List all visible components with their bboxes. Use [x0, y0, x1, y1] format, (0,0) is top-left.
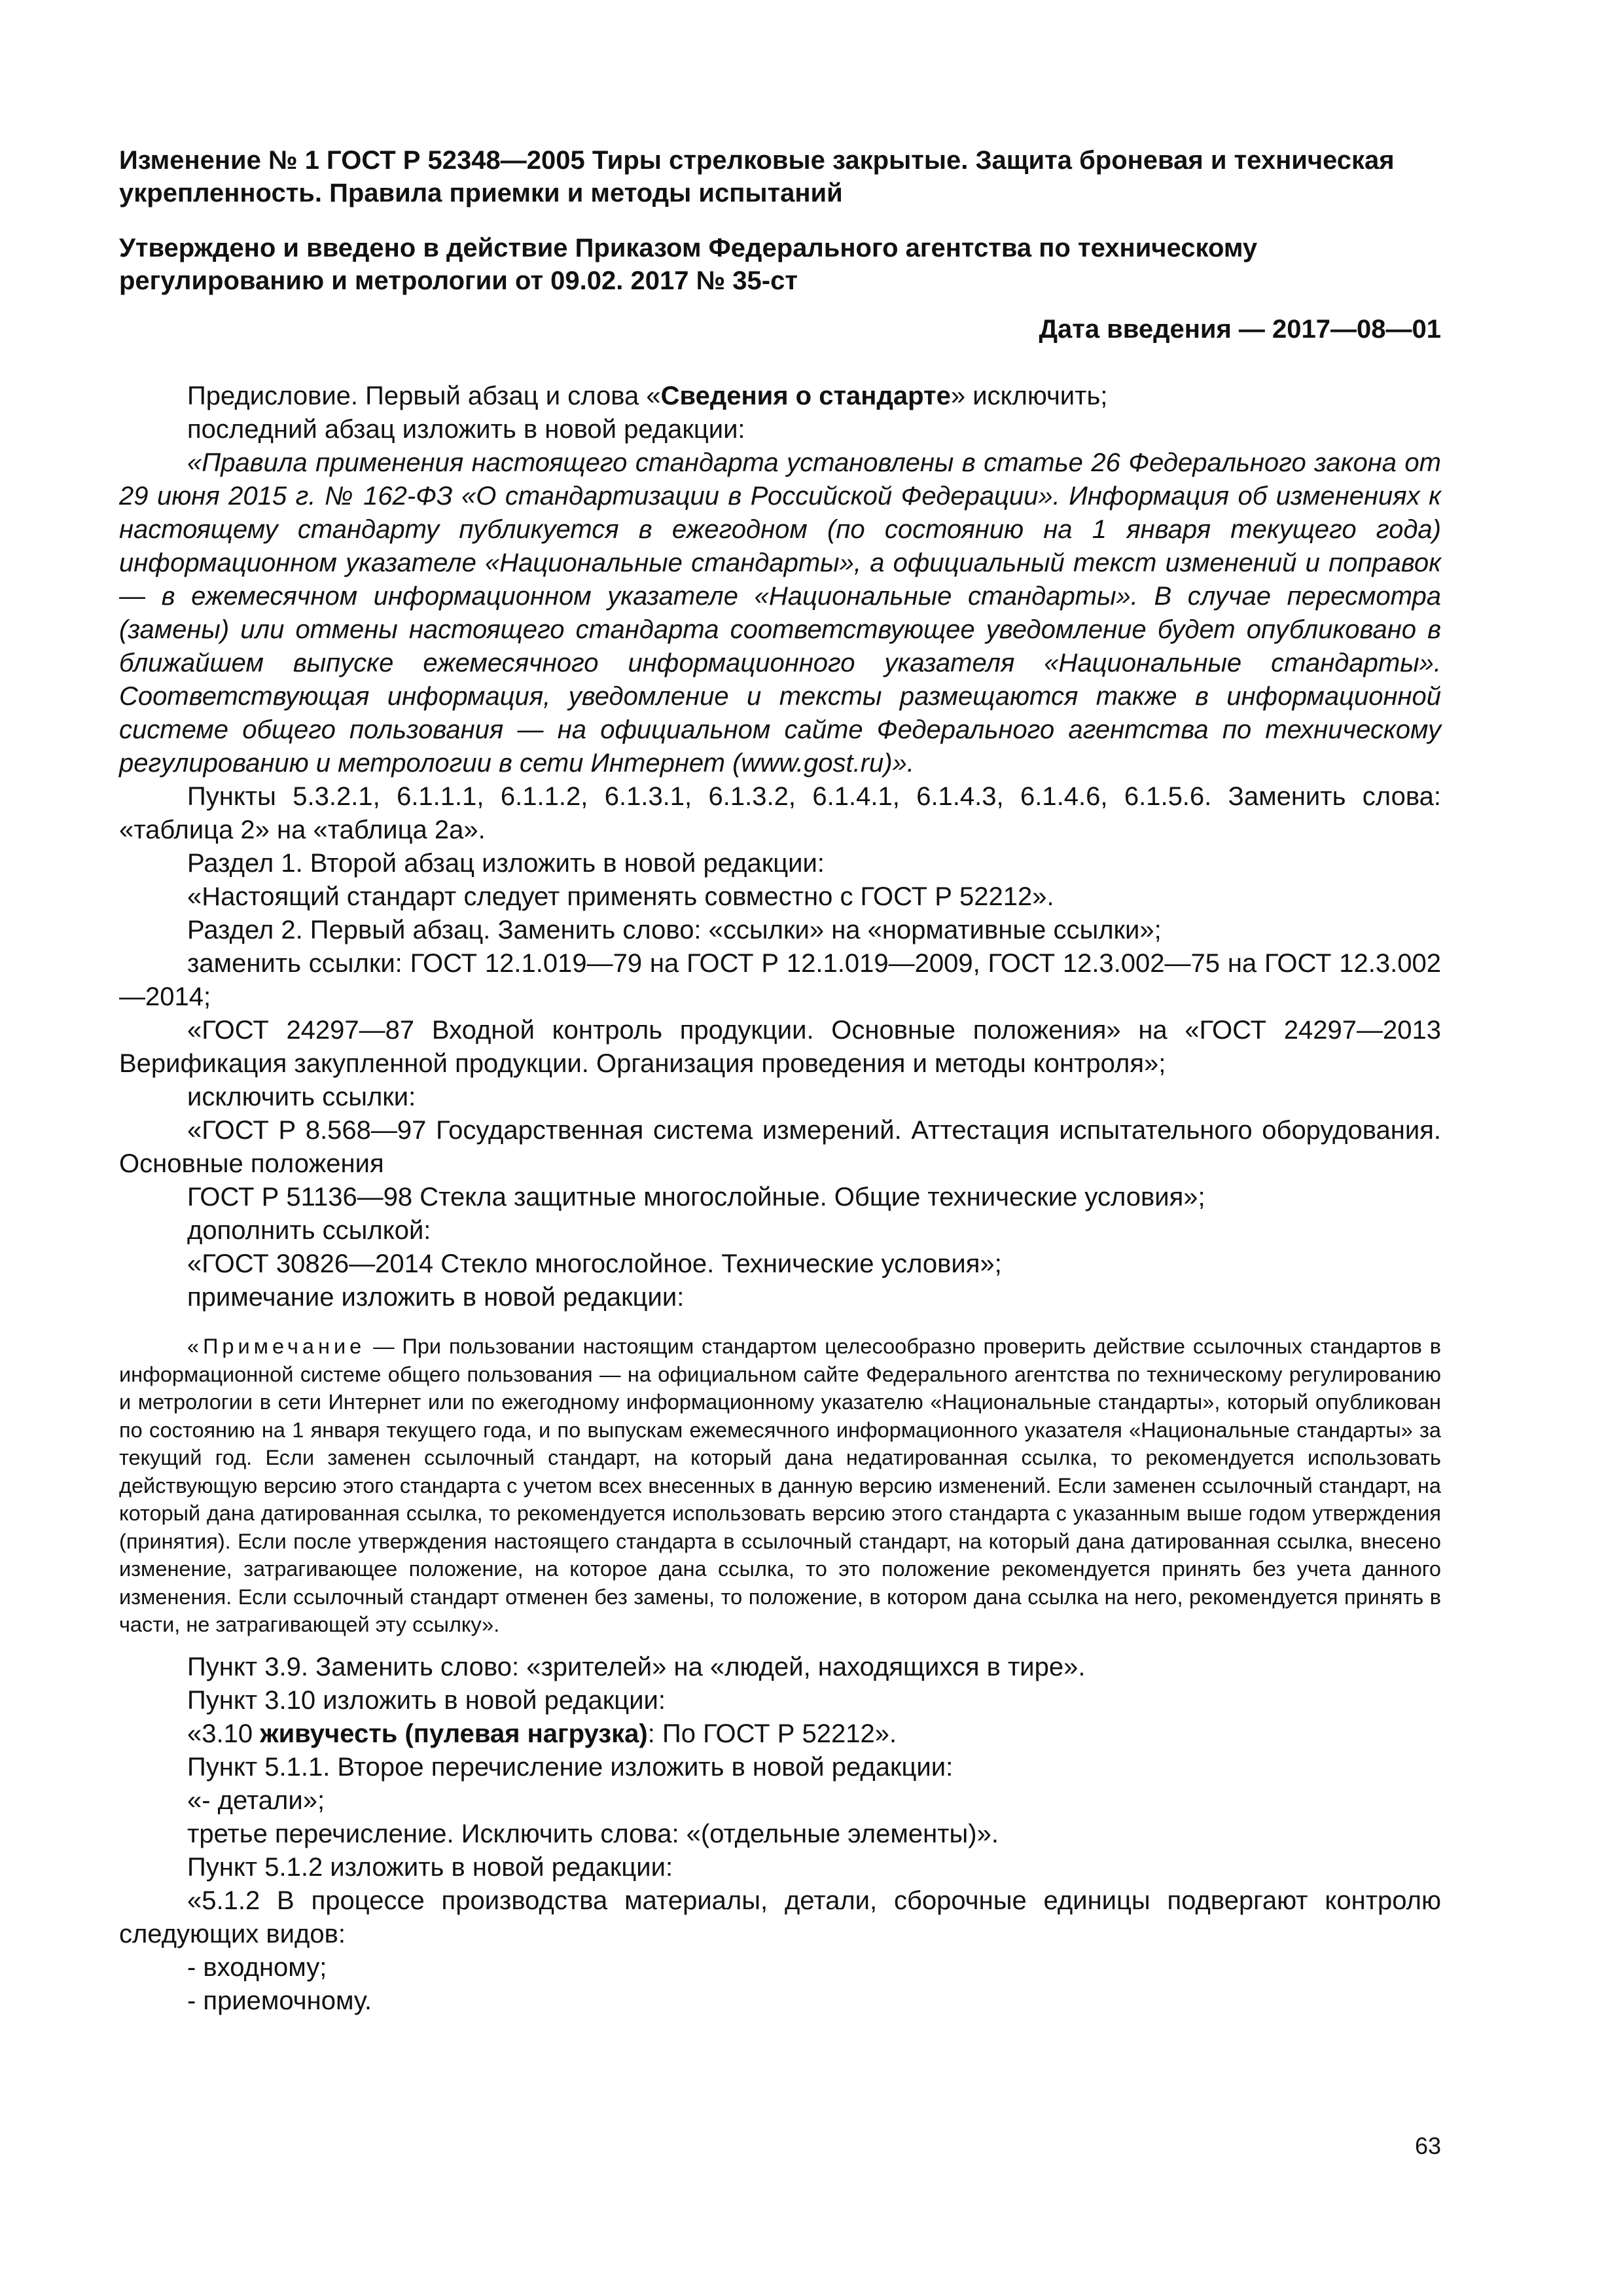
paragraph: Пункты 5.3.2.1, 6.1.1.1, 6.1.1.2, 6.1.3.1, 6.1.3.2, 6.1.4.1, 6.1.4.3, 6.1.4.6, 6.1.5.6. Заменить слова: «таблица 2» на «таблица 2а». — [119, 782, 1441, 844]
paragraph: заменить ссылки: ГОСТ 12.1.019—79 на ГОСТ Р 12.1.019—2009, ГОСТ 12.3.002—75 на ГОСТ 12.3.002—2014; — [119, 949, 1441, 1011]
paragraph — [119, 380, 1441, 413]
paragraph: Раздел 1. Второй абзац изложить в новой редакции: — [187, 849, 825, 878]
bold-term: живучесть (пулевая нагрузка) — [260, 1719, 648, 1748]
paragraph: Пункт 3.9. Заменить слово: «зрителей» на «людей, находящихся в тире». — [187, 1652, 1086, 1681]
paragraph: «Настоящий стандарт следует применять совместно с ГОСТ Р 52212». — [187, 882, 1054, 911]
text-run: Предисловие. Первый абзац и слова « — [187, 382, 661, 410]
effective-date: Дата введения — 2017—08—01 — [1039, 315, 1441, 344]
paragraph: третье перечисление. Исключить слова: «(отдельные элементы)». — [187, 1819, 999, 1848]
note-label: «Примечание — [187, 1335, 366, 1358]
paragraph: «- детали»; — [187, 1785, 325, 1815]
paragraph: Пункт 5.1.2 изложить в новой редакции: — [187, 1852, 673, 1882]
paragraph: «ГОСТ 30826—2014 Стекло многослойное. Технические условия»; — [187, 1249, 1002, 1278]
page-number: 63 — [1414, 2132, 1441, 2159]
paragraph: «ГОСТ Р 8.568—97 Государственная система измерений. Аттестация испытательного оборудования. Основные положения — [119, 1116, 1441, 1178]
note-text: — При пользовании настоящим стандартом целесообразно проверить действие ссылочных стандартов в информационной системе общего пользования — на официальном сайте Федерального агентства по техническому регулированию и метрологии в сети Интернет или по ежегодному информационному указателю «Национальные стандарты», который опубликован по состоянию на 1 января текущего года, и по выпускам ежемесячного информационного указателя «Национальные стандарты» за текущий год. Если заменен ссылочный стандарт, на который дана недатированная ссылка, то рекомендуется использовать действующую версию этого стандарта с учетом всех внесенных в данную версию изменений. Если заменен ссылочный стандарт, на который дана датированная ссылка, то рекомендуется использовать версию этого стандарта с указанным выше годом утверждения (принятия). Если после утверждения настоящего стандарта в ссылочный стандарт, на который дана датированная ссылка, внесено изменение, затрагивающее положение, на которое дана ссылка, то это положение рекомендуется принять без учета данного изменения. Если ссылочный стандарт отменен без замены, то положение, в котором дана ссылка на него, рекомендуется принять в части, не затрагивающей эту ссылку». — [119, 1335, 1441, 1636]
paragraph — [119, 1717, 1441, 1751]
paragraph: Пункт 5.1.1. Второе перечисление изложить в новой редакции: — [187, 1752, 954, 1782]
document-body — [119, 380, 1441, 2018]
text-run: «3.10 — [187, 1719, 260, 1748]
list-item: - входному; — [187, 1952, 327, 1982]
paragraph: ГОСТ Р 51136—98 Стекла защитные многослойные. Общие технические условия»; — [187, 1183, 1205, 1211]
paragraph: дополнить ссылкой: — [187, 1216, 431, 1245]
bold-term: Сведения о стандарте — [660, 382, 951, 410]
paragraph: «ГОСТ 24297—87 Входной контроль продукции. Основные положения» на «ГОСТ 24297—2013 Верификация закупленной продукции. Организация проведения и методы контроля»; — [119, 1016, 1441, 1078]
paragraph: «5.1.2 В процессе производства материалы, детали, сборочные единицы подвергают контролю следующих видов: — [119, 1886, 1441, 1948]
paragraph: примечание изложить в новой редакции: — [187, 1283, 685, 1312]
paragraph: Раздел 2. Первый абзац. Заменить слово: «ссылки» на «нормативные ссылки»; — [187, 916, 1162, 944]
paragraph: исключить ссылки: — [187, 1083, 416, 1111]
paragraph: Пункт 3.10 изложить в новой редакции: — [187, 1685, 666, 1715]
paragraph: последний абзац изложить в новой редакции: — [187, 415, 745, 444]
approval-statement: Утверждено и введено в действие Приказом Федерального агентства по техническому регулированию и метрологии от 09.02. 2017 № 35-ст — [119, 234, 1258, 295]
document-title: Изменение № 1 ГОСТ Р 52348—2005 Тиры стрелковые закрытые. Защита броневая и техническая укрепленность. Правила приемки и методы испытаний — [119, 146, 1395, 207]
quoted-paragraph: «Правила применения настоящего стандарта установлены в статье 26 Федерального закона от 29 июня 2015 г. № 162-ФЗ «О стандартизации в Российской Федерации». Информация об изменениях к настоящему стандарту публикуется в ежегодном (по состоянию на 1 января текущего года) информационном указателе «Национальные стандарты», а официальный текст изменений и поправок — в ежемесячном информационном указателе «Национальные стандарты». В случае пересмотра (замены) или отмены настоящего стандарта соответствующее уведомление будет опубликовано в ближайшем выпуске ежемесячного информационного указателя «Национальные стандарты». Соответствующая информация, уведомление и тексты размещаются также в информационной системе общего пользования — на официальном сайте Федерального агентства по техническому регулированию и метрологии в сети Интернет (www.gost.ru)». — [119, 448, 1441, 778]
text-run: : По ГОСТ Р 52212». — [647, 1719, 897, 1748]
list-item: - приемочному. — [187, 1986, 372, 2015]
note-paragraph — [119, 1333, 1441, 1639]
document-page — [119, 144, 1441, 2159]
text-run: » исключить; — [950, 382, 1108, 410]
